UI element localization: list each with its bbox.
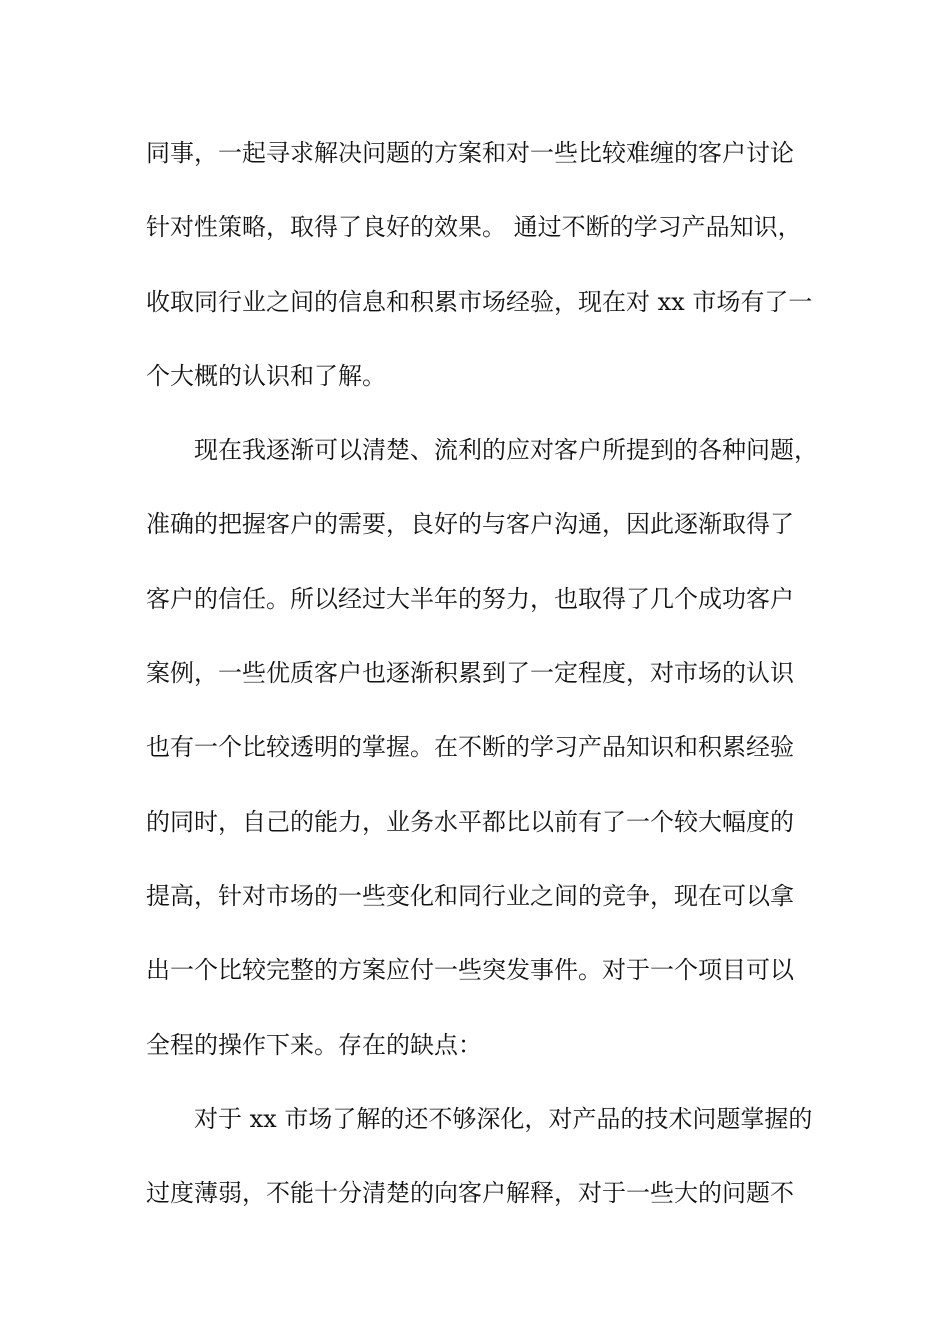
text-line: 针对性策略，取得了良好的效果。 通过不断的学习产品知识， xyxy=(146,213,802,242)
text-line: 也有一个比较透明的掌握。在不断的学习产品知识和积累经验 xyxy=(146,733,794,762)
text-line: 收取同行业之间的信息和积累市场经验，现在对 xx 市场有了一 xyxy=(146,287,813,316)
text-line: 案例，一些优质客户也逐渐积累到了一定程度，对市场的认识 xyxy=(146,659,794,688)
text-line: 同事，一起寻求解决问题的方案和对一些比较难缠的客户讨论 xyxy=(146,139,794,167)
text-line: 客户的信任。所以经过大半年的努力，也取得了几个成功客户 xyxy=(146,584,794,613)
text-line: 的同时，自己的能力，业务水平都比以前有了一个较大幅度的 xyxy=(146,807,794,836)
text-line: 过度薄弱，不能十分清楚的向客户解释，对于一些大的问题不 xyxy=(146,1179,794,1208)
text-line: 现在我逐渐可以清楚、流利的应对客户所提到的各种问题， xyxy=(194,436,818,465)
paragraph-1 xyxy=(146,128,826,425)
text-line: 出一个比较完整的方案应付一些突发事件。对于一个项目可以 xyxy=(146,956,794,985)
text-line: 对于 xx 市场了解的还不够深化，对产品的技术问题掌握的 xyxy=(194,1104,813,1133)
text-line: 全程的操作下来。存在的缺点： xyxy=(146,1030,482,1059)
text-line: 准确的把握客户的需要，良好的与客户沟通，因此逐渐取得了 xyxy=(146,510,794,539)
text-line: 提高，针对市场的一些变化和同行业之间的竞争，现在可以拿 xyxy=(146,881,794,910)
text-line: 个大概的认识和了解。 xyxy=(146,361,386,390)
document-body xyxy=(146,128,826,1242)
paragraph-2 xyxy=(146,425,826,1094)
paragraph-3 xyxy=(146,1094,826,1243)
